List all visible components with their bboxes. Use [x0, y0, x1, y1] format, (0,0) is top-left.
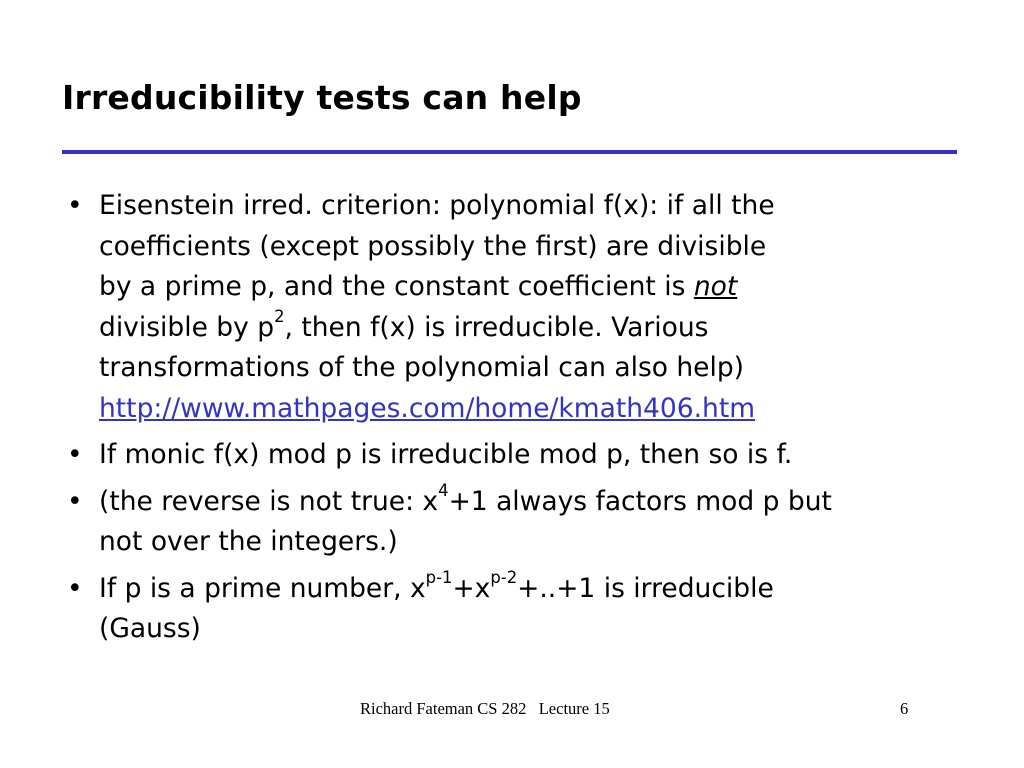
text-line: by a prime p, and the constant coefficient is: [99, 271, 694, 302]
bullet-text: If monic f(x) mod p is irreducible mod p, then so is f.: [99, 439, 793, 470]
page-number: 6: [900, 699, 909, 718]
text-line: +x: [452, 572, 491, 604]
slide-title: Irreducibility tests can help: [62, 78, 582, 117]
text-line: coefficients (except possibly the first) are divisible: [99, 230, 767, 262]
superscript: p-1: [425, 567, 453, 587]
bullet-item-monic: [62, 435, 982, 476]
bullet-list: [62, 186, 982, 656]
text-line: If p is a prime number, x: [99, 572, 426, 604]
text-line: , then f(x) is irreducible. Various: [284, 311, 709, 343]
text-line: not over the integers.): [99, 526, 398, 557]
bullet-text: [99, 569, 982, 650]
bullet-text: [99, 186, 982, 429]
superscript: 4: [438, 480, 449, 500]
mathpages-link[interactable]: http://www.mathpages.com/home/kmath406.htm: [99, 392, 756, 424]
bullet-item-reverse: [62, 482, 982, 563]
text-line: (the reverse is not true: x: [99, 485, 439, 517]
text-line: (Gauss): [99, 613, 201, 644]
text-line: Eisenstein irred. criterion: polynomial f(x): if all the: [99, 190, 775, 221]
bullet-icon: •: [67, 190, 83, 221]
superscript: 2: [274, 306, 285, 326]
bullet-item-eisenstein: [62, 186, 982, 429]
title-underline-rule: [62, 150, 957, 154]
bullet-icon: •: [67, 572, 83, 604]
footer-text: Richard Fateman CS 282 Lecture 15: [360, 699, 610, 718]
text-line: +1 always factors mod p but: [448, 485, 832, 517]
text-line: +..+1 is irreducible: [517, 572, 774, 604]
text-line: transformations of the polynomial can also help): [99, 352, 745, 383]
bullet-icon: •: [67, 485, 83, 517]
bullet-text: [99, 482, 982, 563]
bullet-item-gauss: [62, 569, 982, 650]
emphasis-not: not: [693, 271, 738, 302]
text-line: divisible by p: [99, 311, 275, 343]
superscript: p-2: [490, 567, 518, 587]
bullet-icon: •: [67, 439, 83, 470]
